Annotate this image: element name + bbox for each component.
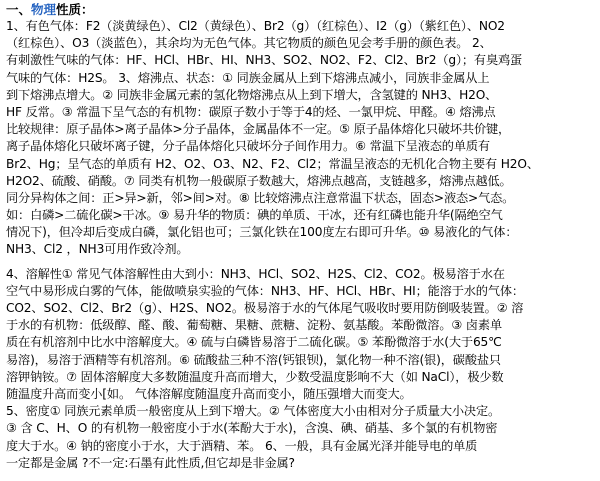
section-density [6,403,594,472]
text-line: CO2、SO2、Cl2、Br2（g）、H2S、NO2。极易溶于水的气体尾气吸收时要用防倒吸装置。② 溶 [6,301,524,315]
text-line: 一定都是金属 ?不一定:石墨有此性质,但它却是非金属? [6,455,295,470]
text-line: （红棕色）、O3（淡蓝色），其余均为无色气体。其它物质的颜色见会考手册的颜色表。 2、 [6,36,492,51]
text-line: NH3、Cl2 ，NH3可用作致冷剂。 [6,242,189,257]
text-line: 如：白磷>二硫化碳>干冰。⑨ 易升华的物质：碘的单质、干冰，还有红磷也能升华(隔绝空气 [6,208,503,223]
text-line: 5、密度① 同族元素单质一般密度从上到下增大。② 气体密度大小由相对分子质量大小决定。 [6,404,501,419]
text-line: 比较规律：原子晶体>离子晶体>分子晶体，金属晶体不一定。⑤ 原子晶体熔化只破坏共价键， [6,122,511,137]
text-line: 情况下)，但冷却后变成白磷，氯化铝也可；三氯化铁在100度左右即可升华。⑩ 易液化的气体： [6,225,518,240]
text-line: 质在有机溶剂中比水中溶解度大。④ 硫与白磷皆易溶于二硫化碳。⑤ 苯酚微溶于水(大于65℃ [6,335,502,350]
section-colors-and-melting-points [6,18,594,259]
heading-suffix: 性质： [56,2,94,17]
text-line: 度大于水。④ 钠的密度小于水，大于酒精、苯。 6、一般，具有金属光泽并能导电的单质 [6,438,478,453]
text-line: 于水的有机物：低级醇、醛、酸、葡萄糖、果糖、蔗糖、淀粉、氨基酸。苯酚微溶。③ 卤素单 [6,318,502,333]
text-line: 气味的气体：H2S。 3、熔沸点、状态：① 同族金属从上到下熔沸点减小，同族非金属从上 [6,70,490,85]
text-line: 离子晶体熔化只破坏离子键，分子晶体熔化只破坏分子间作用力。⑥ 常温下呈液态的单质有 [6,139,490,154]
text-line: ③ 含 C、H、O 的有机物一般密度小于水(苯酚大于水)，含溴、碘、硝基、多个氯的有机物密 [6,421,498,436]
heading-highlight: 物理 [31,2,57,17]
text-line: H2O2、硫酸、硝酸。⑦ 同类有机物一般碳原子数越大，熔沸点越高，支链越多，熔沸点越低。 [6,173,512,188]
text-line: Br2、Hg；呈气态的单质有 H2、O2、O3、N2、F2、Cl2；常温呈液态的无机化合物主要有 H2O、 [6,156,539,171]
text-line: 易溶)，易溶于酒精等有机溶剂。⑥ 硫酸盐三种不溶(钙银钡)，氯化物一种不溶(银)，碳酸盐只 [6,352,501,367]
paragraph-gap [6,259,594,266]
text-line: 4、溶解性① 常见气体溶解性由大到小：NH3、HCl、SO2、H2S、Cl2、CO2。极易溶于水在 [6,266,505,281]
text-line: 空气中易形成白雾的气体，能做喷泉实验的气体：NH3、HF、HCl、HBr、HI；能溶于水的气体： [6,283,524,298]
text-line: HF 反常。③ 常温下呈气态的有机物：碳原子数小于等于4的烃、一氯甲烷、甲醛。④ 熔沸点 [6,104,496,119]
text-line: 有刺激性气味的气体：HF、HCl、HBr、HI、NH3、SO2、NO2、F2、Cl2、Br2（g）；有臭鸡蛋 [6,53,523,68]
text-line: 到下熔沸点增大。② 同族非金属元素的氢化物熔沸点从上到下增大，含氢键的 NH3、H2O、 [6,87,498,102]
text-line: 1、有色气体：F2（淡黄绿色）、Cl2（黄绿色）、Br2（g）（红棕色）、I2（g）（紫红色）、NO2 [6,19,505,33]
section-heading [6,0,594,18]
text-line: 溶钾钠铵。⑦ 固体溶解度大多数随温度升高而增大，少数受温度影响不大（如 NaCl），极少数 [6,369,504,384]
text-line: 同分异构体之间：正>异>新，邻>间>对。⑧ 比较熔沸点注意常温下状态，固态>液态>气态。 [6,190,515,205]
text-line: 随温度升高而变小[如。 气体溶解度随温度升高而变小，随压强增大而变大。 [6,386,412,401]
section-solubility [6,266,594,404]
heading-prefix: 一、 [6,2,32,17]
